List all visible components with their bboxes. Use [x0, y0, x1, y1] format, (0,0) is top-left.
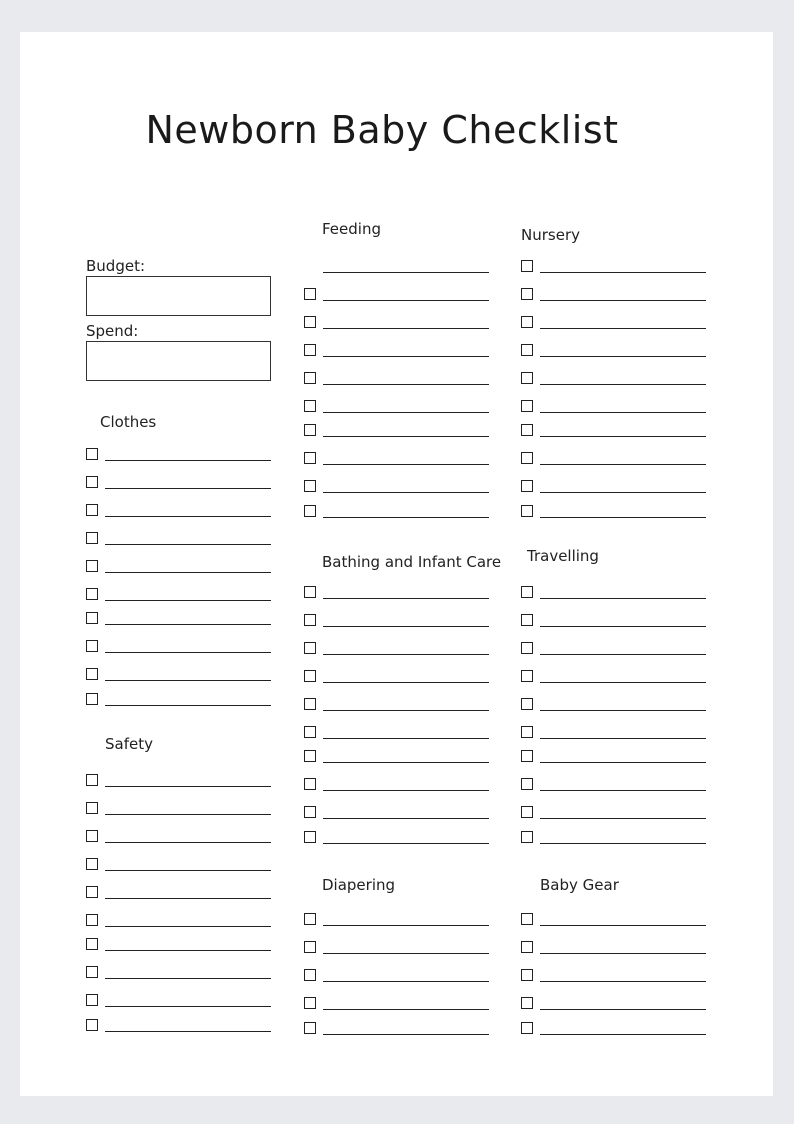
checkbox[interactable] — [304, 750, 316, 762]
write-in-line[interactable] — [323, 492, 489, 493]
write-in-line[interactable] — [105, 488, 271, 489]
section-heading-clothes: Clothes — [100, 413, 157, 431]
write-in-line[interactable] — [540, 710, 706, 711]
checkbox[interactable] — [521, 726, 533, 738]
write-in-line[interactable] — [540, 682, 706, 683]
checkbox[interactable] — [304, 316, 316, 328]
checkbox[interactable] — [304, 424, 316, 436]
write-in-line[interactable] — [540, 598, 706, 599]
checkbox[interactable] — [304, 372, 316, 384]
write-in-line[interactable] — [323, 384, 489, 385]
checkbox[interactable] — [304, 288, 316, 300]
write-in-line[interactable] — [323, 925, 489, 926]
write-in-line[interactable] — [323, 356, 489, 357]
checkbox[interactable] — [521, 452, 533, 464]
write-in-line[interactable] — [540, 300, 706, 301]
checkbox[interactable] — [521, 941, 533, 953]
write-in-line[interactable] — [105, 544, 271, 545]
checkbox[interactable] — [521, 505, 533, 517]
checkbox[interactable] — [521, 806, 533, 818]
checkbox[interactable] — [521, 344, 533, 356]
checkbox[interactable] — [521, 778, 533, 790]
write-in-line[interactable] — [105, 870, 271, 871]
write-in-line[interactable] — [105, 705, 271, 706]
checkbox[interactable] — [304, 1022, 316, 1034]
checkbox[interactable] — [521, 969, 533, 981]
checkbox[interactable] — [304, 778, 316, 790]
checkbox[interactable] — [304, 642, 316, 654]
checkbox[interactable] — [86, 914, 98, 926]
write-in-line[interactable] — [540, 384, 706, 385]
section-heading-diapering: Diapering — [322, 876, 396, 894]
write-in-line[interactable] — [540, 738, 706, 739]
checkbox[interactable] — [521, 750, 533, 762]
checkbox[interactable] — [86, 612, 98, 624]
write-in-line[interactable] — [105, 1031, 271, 1032]
write-in-line[interactable] — [540, 790, 706, 791]
write-in-line[interactable] — [105, 842, 271, 843]
write-in-line[interactable] — [323, 654, 489, 655]
spend-label: Spend: — [86, 322, 139, 340]
write-in-line[interactable] — [540, 412, 706, 413]
write-in-line[interactable] — [323, 517, 489, 518]
checkbox[interactable] — [521, 913, 533, 925]
write-in-line[interactable] — [323, 300, 489, 301]
write-in-line[interactable] — [323, 1009, 489, 1010]
section-heading-baby-gear: Baby Gear — [540, 876, 619, 894]
write-in-line[interactable] — [323, 626, 489, 627]
write-in-line[interactable] — [540, 1009, 706, 1010]
checkbox[interactable] — [521, 480, 533, 492]
checkbox[interactable] — [86, 802, 98, 814]
checkbox[interactable] — [304, 831, 316, 843]
write-in-line[interactable] — [323, 981, 489, 982]
checkbox[interactable] — [304, 344, 316, 356]
checkbox[interactable] — [304, 400, 316, 412]
write-in-line[interactable] — [540, 925, 706, 926]
write-in-line[interactable] — [540, 492, 706, 493]
checkbox[interactable] — [304, 941, 316, 953]
checkbox[interactable] — [304, 698, 316, 710]
write-in-line[interactable] — [540, 626, 706, 627]
checkbox[interactable] — [304, 726, 316, 738]
checkbox[interactable] — [86, 504, 98, 516]
checkbox[interactable] — [86, 774, 98, 786]
write-in-line[interactable] — [323, 272, 489, 273]
checkbox[interactable] — [521, 400, 533, 412]
checkbox[interactable] — [304, 913, 316, 925]
checkbox[interactable] — [304, 997, 316, 1009]
checkbox[interactable] — [86, 938, 98, 950]
write-in-line[interactable] — [105, 950, 271, 951]
write-in-line[interactable] — [323, 328, 489, 329]
write-in-line[interactable] — [105, 786, 271, 787]
write-in-line[interactable] — [105, 978, 271, 979]
write-in-line[interactable] — [105, 652, 271, 653]
write-in-line[interactable] — [540, 328, 706, 329]
checkbox[interactable] — [521, 614, 533, 626]
checkbox[interactable] — [86, 448, 98, 460]
write-in-line[interactable] — [540, 818, 706, 819]
write-in-line[interactable] — [323, 464, 489, 465]
write-in-line[interactable] — [540, 272, 706, 273]
write-in-line[interactable] — [540, 464, 706, 465]
checkbox[interactable] — [521, 831, 533, 843]
budget-label: Budget: — [86, 257, 146, 275]
section-heading-nursery: Nursery — [521, 226, 580, 244]
section-heading-feeding: Feeding — [322, 220, 381, 238]
write-in-line[interactable] — [323, 738, 489, 739]
write-in-line[interactable] — [105, 460, 271, 461]
checkbox[interactable] — [86, 966, 98, 978]
checkbox[interactable] — [521, 997, 533, 1009]
checkbox[interactable] — [521, 586, 533, 598]
write-in-line[interactable] — [105, 624, 271, 625]
write-in-line[interactable] — [323, 436, 489, 437]
checkbox[interactable] — [304, 670, 316, 682]
write-in-line[interactable] — [105, 516, 271, 517]
checkbox[interactable] — [304, 969, 316, 981]
checkbox[interactable] — [521, 372, 533, 384]
write-in-line[interactable] — [105, 814, 271, 815]
write-in-line[interactable] — [105, 1006, 271, 1007]
write-in-line[interactable] — [323, 598, 489, 599]
write-in-line[interactable] — [540, 1034, 706, 1035]
checkbox[interactable] — [304, 586, 316, 598]
write-in-line[interactable] — [323, 762, 489, 763]
write-in-line[interactable] — [540, 654, 706, 655]
write-in-line[interactable] — [105, 926, 271, 927]
checkbox[interactable] — [521, 698, 533, 710]
spend-field[interactable] — [86, 341, 271, 381]
write-in-line[interactable] — [105, 600, 271, 601]
checkbox[interactable] — [304, 614, 316, 626]
write-in-line[interactable] — [540, 517, 706, 518]
checkbox[interactable] — [86, 640, 98, 652]
checkbox[interactable] — [86, 560, 98, 572]
write-in-line[interactable] — [540, 953, 706, 954]
checkbox[interactable] — [521, 1022, 533, 1034]
section-heading-bathing: Bathing and Infant Care — [322, 553, 502, 571]
write-in-line[interactable] — [323, 843, 489, 844]
write-in-line[interactable] — [323, 790, 489, 791]
write-in-line[interactable] — [323, 710, 489, 711]
checkbox[interactable] — [304, 806, 316, 818]
checkbox[interactable] — [86, 886, 98, 898]
checkbox[interactable] — [86, 668, 98, 680]
write-in-line[interactable] — [540, 843, 706, 844]
checkbox[interactable] — [86, 858, 98, 870]
budget-field[interactable] — [86, 276, 271, 316]
checkbox[interactable] — [521, 642, 533, 654]
write-in-line[interactable] — [540, 356, 706, 357]
write-in-line[interactable] — [540, 981, 706, 982]
write-in-line[interactable] — [323, 818, 489, 819]
checkbox[interactable] — [521, 424, 533, 436]
checkbox[interactable] — [86, 532, 98, 544]
page-title: Newborn Baby Checklist — [145, 108, 619, 152]
checkbox[interactable] — [86, 830, 98, 842]
write-in-line[interactable] — [323, 953, 489, 954]
checkbox[interactable] — [304, 452, 316, 464]
section-heading-travelling: Travelling — [527, 547, 599, 565]
write-in-line[interactable] — [323, 682, 489, 683]
write-in-line[interactable] — [540, 436, 706, 437]
write-in-line[interactable] — [323, 1034, 489, 1035]
checkbox[interactable] — [521, 670, 533, 682]
checkbox[interactable] — [86, 476, 98, 488]
write-in-line[interactable] — [105, 898, 271, 899]
write-in-line[interactable] — [540, 762, 706, 763]
checkbox[interactable] — [86, 588, 98, 600]
checkbox[interactable] — [521, 288, 533, 300]
checkbox[interactable] — [521, 260, 533, 272]
section-heading-safety: Safety — [105, 735, 153, 753]
checkbox[interactable] — [304, 480, 316, 492]
checkbox[interactable] — [86, 1019, 98, 1031]
checkbox[interactable] — [304, 505, 316, 517]
checkbox[interactable] — [86, 994, 98, 1006]
write-in-line[interactable] — [105, 572, 271, 573]
checkbox[interactable] — [521, 316, 533, 328]
write-in-line[interactable] — [105, 680, 271, 681]
write-in-line[interactable] — [323, 412, 489, 413]
checkbox[interactable] — [86, 693, 98, 705]
